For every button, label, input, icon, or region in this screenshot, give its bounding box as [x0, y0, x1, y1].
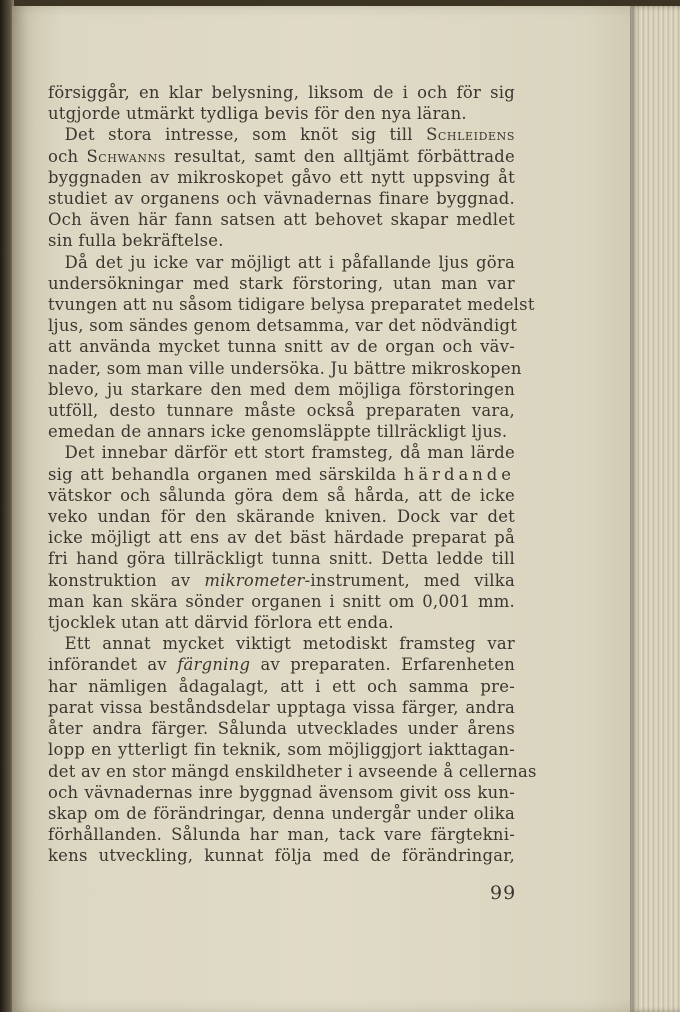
text-line: och Schwanns resultat, samt den alltjämt förbättrade: [48, 146, 515, 166]
text-line: sig att behandla organen med särskilda härdande: [48, 464, 515, 484]
text-line: försiggår, en klar belysning, liksom de i och för sig: [48, 83, 515, 102]
text-line: nader, som man ville undersöka. Ju bättre mikroskopen: [48, 358, 522, 378]
term-mikrometer: mikrometer: [204, 570, 305, 590]
spaced-term-hardande: härdande: [403, 464, 515, 484]
text-line: tvungen att nu såsom tidigare belysa preparatet medelst: [48, 295, 535, 315]
text-line: icke möjligt att ens av det bäst härdade preparat på: [48, 528, 515, 548]
text-line: tjocklek utan att därvid förlora ett enda.: [48, 613, 394, 633]
page-edges: [630, 6, 680, 1012]
text-line: förhållanden. Sålunda har man, tack vare färgtekni-: [48, 825, 515, 845]
text-line: sin fulla bekräftelse.: [48, 231, 224, 251]
text-line: skap om de förändringar, denna undergår under olika: [48, 803, 515, 823]
text-line: utföll, desto tunnare måste också preparaten vara,: [48, 401, 515, 421]
text-line: Och även här fann satsen att behovet skapar medlet: [48, 210, 515, 230]
name-schleiden: Schleidens: [426, 125, 515, 145]
text-line: ljus, som sändes genom detsamma, var det nödvändigt: [48, 316, 518, 336]
text-line: konstruktion av mikrometer-instrument, med vilka: [48, 570, 515, 590]
text-line: kens utveckling, kunnat följa med de förändringar,: [48, 846, 515, 866]
name-schwann: Schwanns: [86, 146, 166, 166]
text-line: det av en stor mängd enskildheter i avseende å cellernas: [48, 761, 537, 781]
page-number: 99: [490, 882, 517, 904]
text-line: Ett annat mycket viktigt metodiskt framsteg var: [64, 634, 515, 654]
text-line: Det innebar därför ett stort framsteg, då man lärde: [64, 443, 515, 463]
text-line: veko undan för den skärande kniven. Dock var det: [48, 507, 515, 527]
text-line: parat vissa beståndsdelar upptaga vissa färger, andra: [48, 697, 515, 717]
text-line: Det stora intresse, som knöt sig till Schleidens: [64, 125, 515, 145]
text-line: undersökningar med stark förstoring, utan man var: [48, 273, 515, 293]
text-line: studiet av organens och vävnadernas finare byggnad.: [48, 189, 515, 209]
text-line: emedan de annars icke genomsläppte tillräckligt ljus.: [48, 422, 508, 442]
body-text: [48, 82, 537, 867]
term-fargning: färgning: [177, 655, 251, 675]
text-line: åter andra färger. Sålunda utvecklades under årens: [48, 719, 515, 739]
text-line: och vävnadernas inre byggnad ävensom givit oss kun-: [48, 782, 515, 802]
text-line: man kan skära sönder organen i snitt om 0,001 mm.: [48, 591, 516, 611]
text-line: vätskor och sålunda göra dem så hårda, att de icke: [48, 485, 515, 505]
text-line: utgjorde utmärkt tydliga bevis för den nya läran.: [48, 104, 467, 124]
text-line: lopp en ytterligt fin teknik, som möjliggjort iakttagan-: [48, 740, 515, 760]
text-line: byggnaden av mikroskopet gåvo ett nytt uppsving åt: [48, 167, 515, 187]
text-line: fri hand göra tillräckligt tunna snitt. Detta ledde till: [48, 549, 515, 569]
measure-value: 0,001: [422, 591, 471, 611]
text-line: Då det ju icke var möjligt att i påfallande ljus göra: [64, 252, 515, 272]
text-line: införandet av färgning av preparaten. Erfarenheten: [48, 655, 516, 675]
text-line: att använda mycket tunna snitt av de organ och väv-: [48, 337, 515, 357]
text-line: blevo, ju starkare den med dem möjliga förstoringen: [48, 379, 515, 399]
text-line: har nämligen ådagalagt, att i ett och samma pre-: [48, 676, 515, 696]
